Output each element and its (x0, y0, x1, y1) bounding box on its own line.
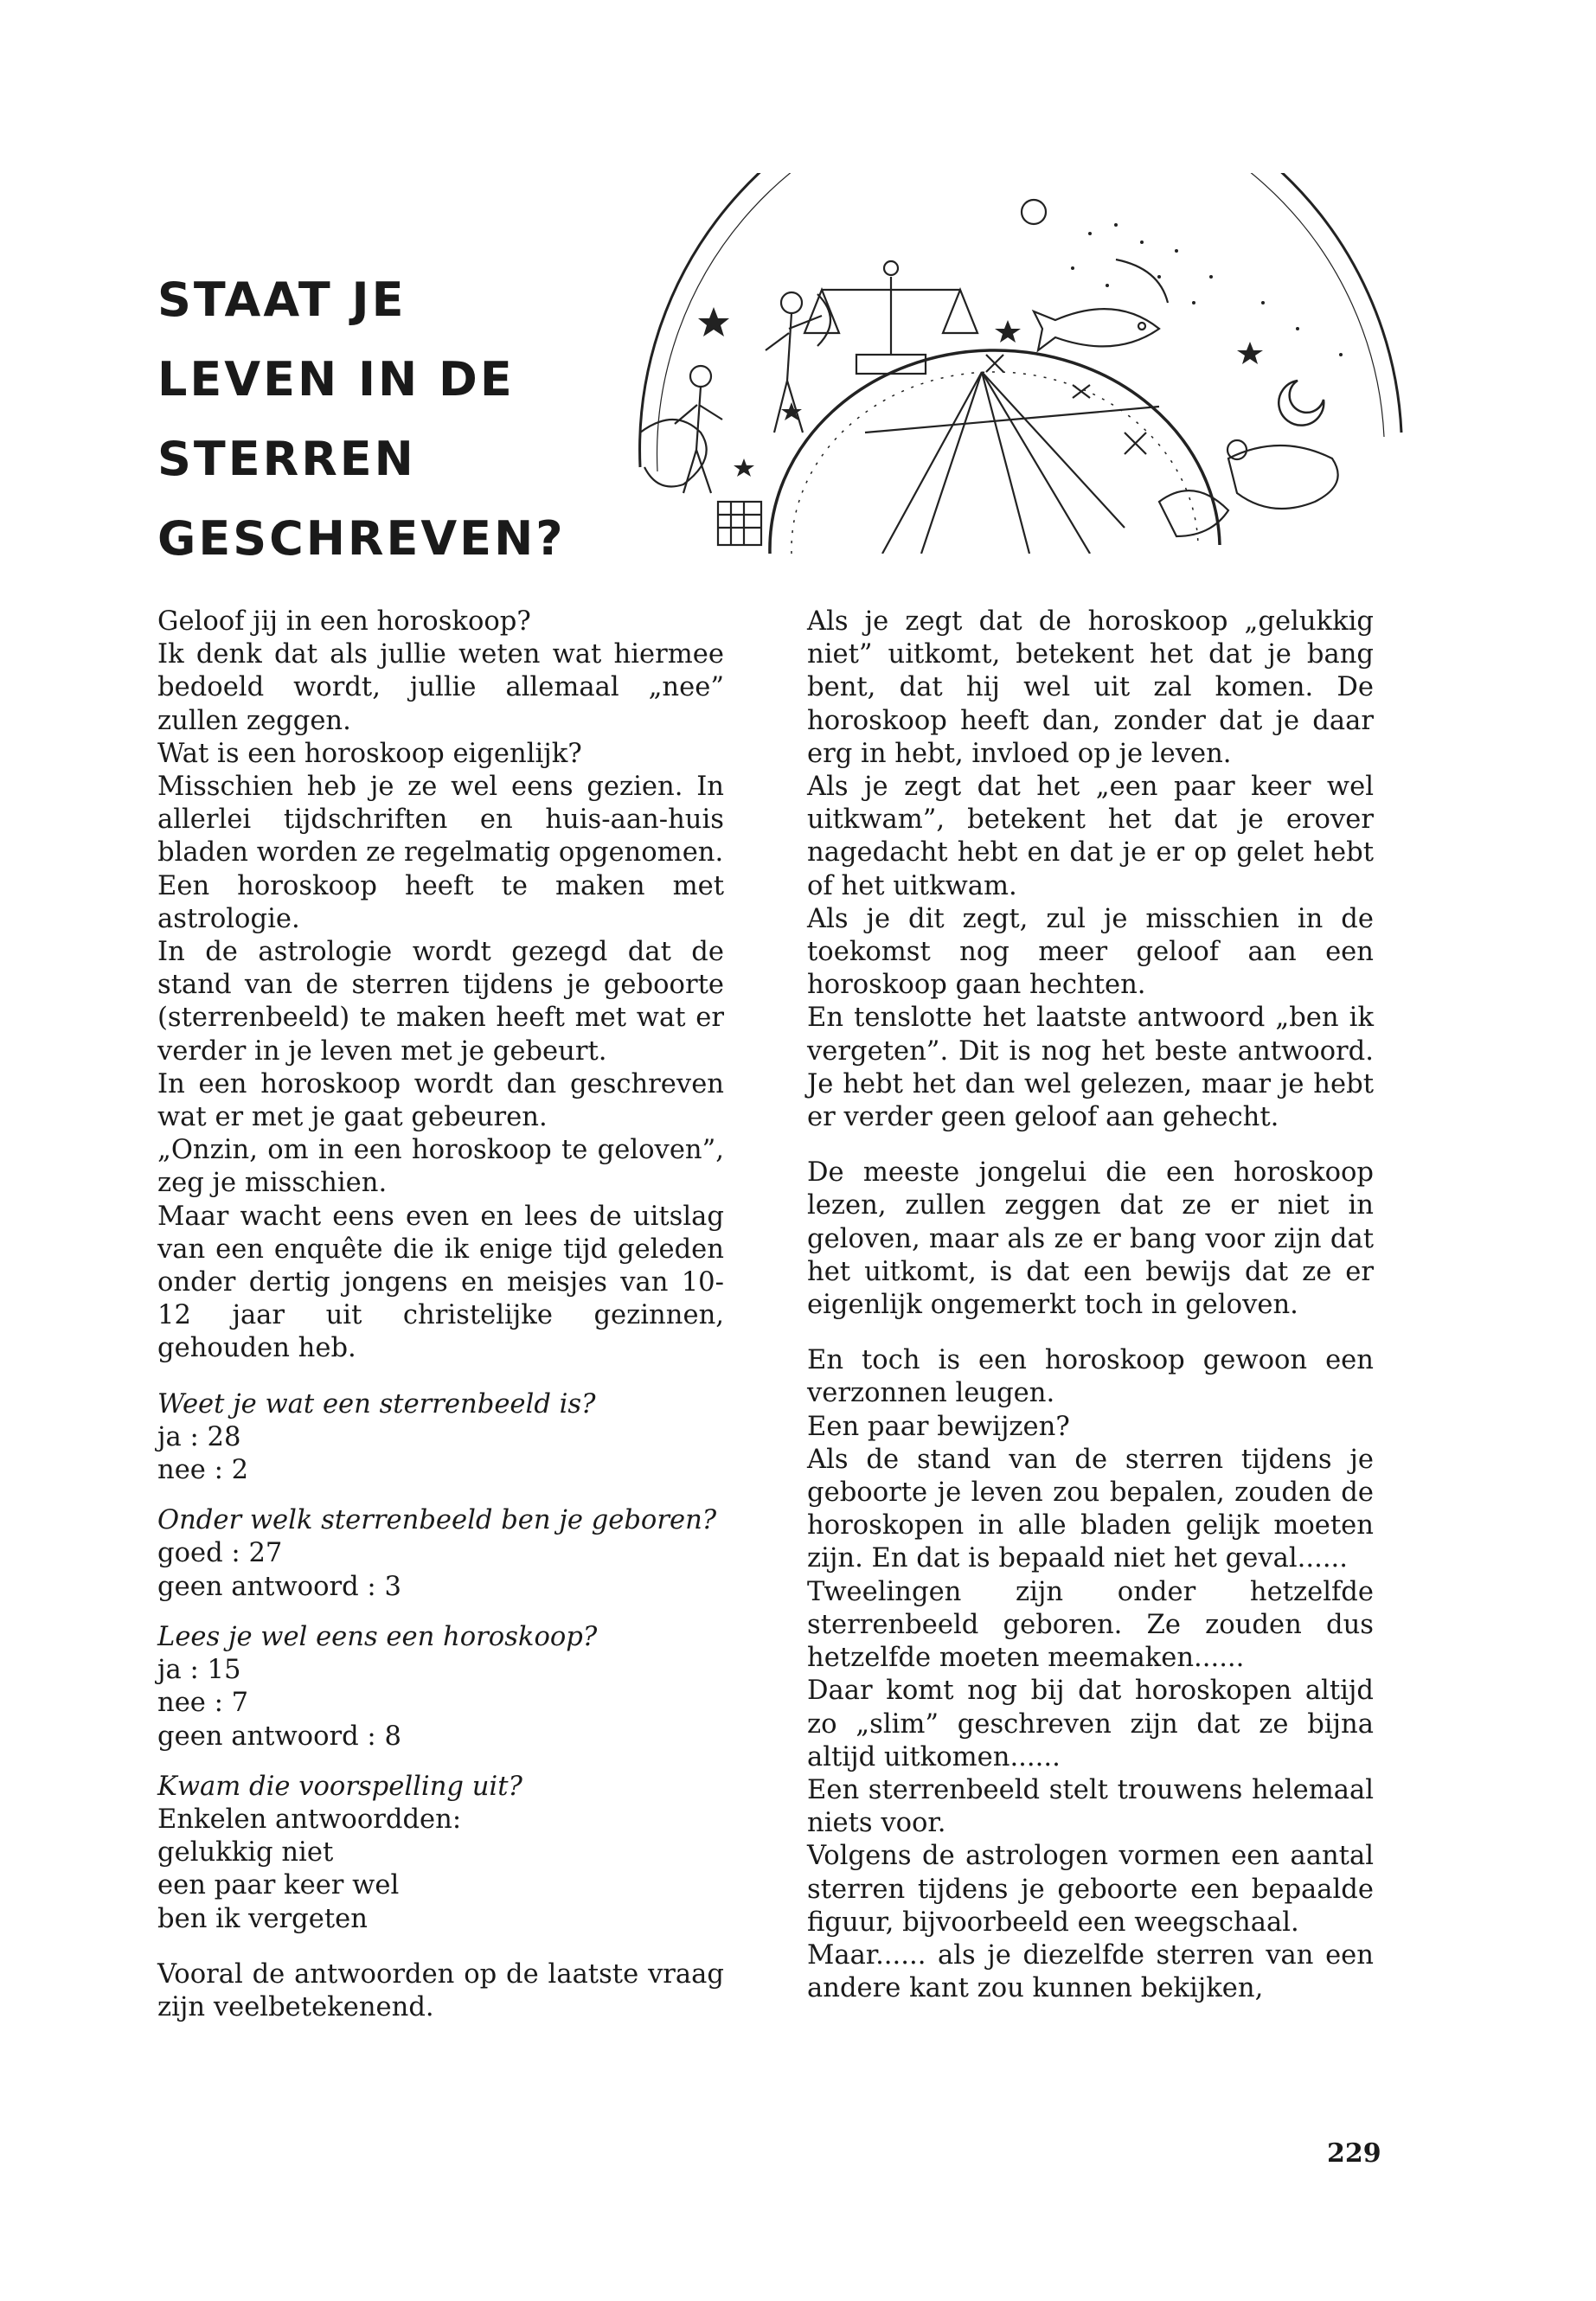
paragraph: Geloof jij in een horoskoop? (157, 606, 531, 637)
paragraph: Vooral de antwoorden op de laatste vraag zijn veelbetekenend. (157, 1958, 724, 2022)
survey-question: Lees je wel eens een horoskoop? (157, 1621, 598, 1652)
zodiac-arc-icon (606, 173, 1436, 554)
survey-lead: Enkelen antwoordden: (157, 1804, 462, 1835)
paragraph: Een horoskoop heeft te maken met astrologie. (157, 870, 724, 934)
paragraph: Daar komt nog bij dat horoskopen altijd zo „slim” geschreven zijn dat ze bijna altijd uitkomen...... (807, 1676, 1374, 1772)
survey-answer: nee : 7 (157, 1688, 249, 1719)
left-column (157, 606, 724, 2024)
survey-answer: een paar keer wel (157, 1870, 400, 1901)
paragraph: Volgens de astrologen vormen een aantal sterren tijdens je geboorte een bepaalde figuur, bijvoorbeeld een weegschaal. (807, 1841, 1374, 1938)
paragraph: Een sterrenbeeld stelt trouwens helemaal niets voor. (807, 1774, 1374, 1839)
paragraph: De meeste jongelui die een horoskoop lezen, zullen zeggen dat ze er niet in geloven, maar als ze er bang voor zijn dat het uitkomt, is dat een bewijs dat ze er eigenlijk ongemerkt toch in geloven. (807, 1157, 1374, 1321)
survey-answer: goed : 27 (157, 1538, 283, 1569)
paragraph: Tweelingen zijn onder hetzelfde sterrenbeeld geboren. Ze zouden dus hetzelfde moeten meemaken...... (807, 1576, 1374, 1674)
paragraph: Als je dit zegt, zul je misschien in de toekomst nog meer geloof aan een horoskoop gaan hechten. (807, 903, 1374, 1001)
paragraph: En toch is een horoskoop gewoon een verzonnen leugen. (807, 1345, 1374, 1409)
survey-question: Kwam die voorspelling uit? (157, 1771, 522, 1802)
title-line: STAAT JE (157, 272, 407, 328)
paragraph: „Onzin, om in een horoskoop te geloven”, zeg je misschien. (157, 1135, 724, 1199)
paragraph: Een paar bewijzen? (807, 1411, 1070, 1442)
title-line: GESCHREVEN? (157, 511, 566, 567)
survey-answer: ben ik vergeten (157, 1903, 368, 1934)
survey-answer: ja : 15 (157, 1655, 241, 1686)
title-line: LEVEN IN DE (157, 352, 515, 407)
paragraph: Wat is een horoskoop eigenlijk? (157, 738, 582, 769)
survey-answer: geen antwoord : 8 (157, 1721, 401, 1752)
survey-answer: ja : 28 (157, 1421, 241, 1452)
paragraph: Maar wacht eens even en lees de uitslag van een enquête die ik enige tijd geleden onder dertig jongens en meisjes van 10-12 jaar uit christelijke gezinnen, gehouden heb. (157, 1201, 724, 1364)
page-number: 229 (1327, 2138, 1381, 2169)
paragraph: In de astrologie wordt gezegd dat de stand van de sterren tijdens je geboorte (sterrenbeeld) te maken heeft met wat er verder in je leven met je gebeurt. (157, 937, 724, 1067)
paragraph: Als je zegt dat de horoskoop „gelukkig niet” uitkomt, betekent het dat je bang bent, dat hij wel uit zal komen. De horoskoop heeft dan, zonder dat je daar erg in hebt, invloed op je leven. (807, 606, 1374, 769)
paragraph: Maar...... als je diezelfde sterren van een andere kant zou kunnen bekijken, (807, 1939, 1374, 2004)
survey-answer: geen antwoord : 3 (157, 1571, 401, 1602)
survey-question: Weet je wat een sterrenbeeld is? (157, 1388, 596, 1420)
survey-answer: nee : 2 (157, 1455, 249, 1486)
survey-question: Onder welk sterrenbeeld ben je geboren? (157, 1505, 717, 1536)
right-column (807, 606, 1374, 2005)
paragraph: En tenslotte het laatste antwoord „ben ik vergeten”. Dit is nog het beste antwoord. Je hebt het dan wel gelezen, maar je hebt er verder geen geloof aan gehecht. (807, 1003, 1374, 1133)
article-title (157, 260, 607, 579)
paragraph: Als de stand van de sterren tijdens je geboorte je leven zou bepalen, zouden de horoskopen in alle bladen gelijk moeten zijn. En dat is bepaald niet het geval...... (807, 1444, 1374, 1574)
paragraph: In een horoskoop wordt dan geschreven wat er met je gaat gebeuren. (157, 1068, 724, 1133)
paragraph: Ik denk dat als jullie weten wat hiermee bedoeld wordt, jullie allemaal „nee” zullen zeggen. (157, 639, 724, 736)
paragraph: Misschien heb je ze wel eens gezien. In allerlei tijdschriften en huis-aan-huis bladen worden ze regelmatig opgenomen. (157, 772, 724, 868)
title-line: STERREN (157, 432, 416, 487)
survey-answer: gelukkig niet (157, 1837, 334, 1868)
paragraph: Als je zegt dat het „een paar keer wel uitkwam”, betekent het dat je erover nagedacht hebt en dat je er op gelet hebt of het uitkwam. (807, 772, 1374, 901)
